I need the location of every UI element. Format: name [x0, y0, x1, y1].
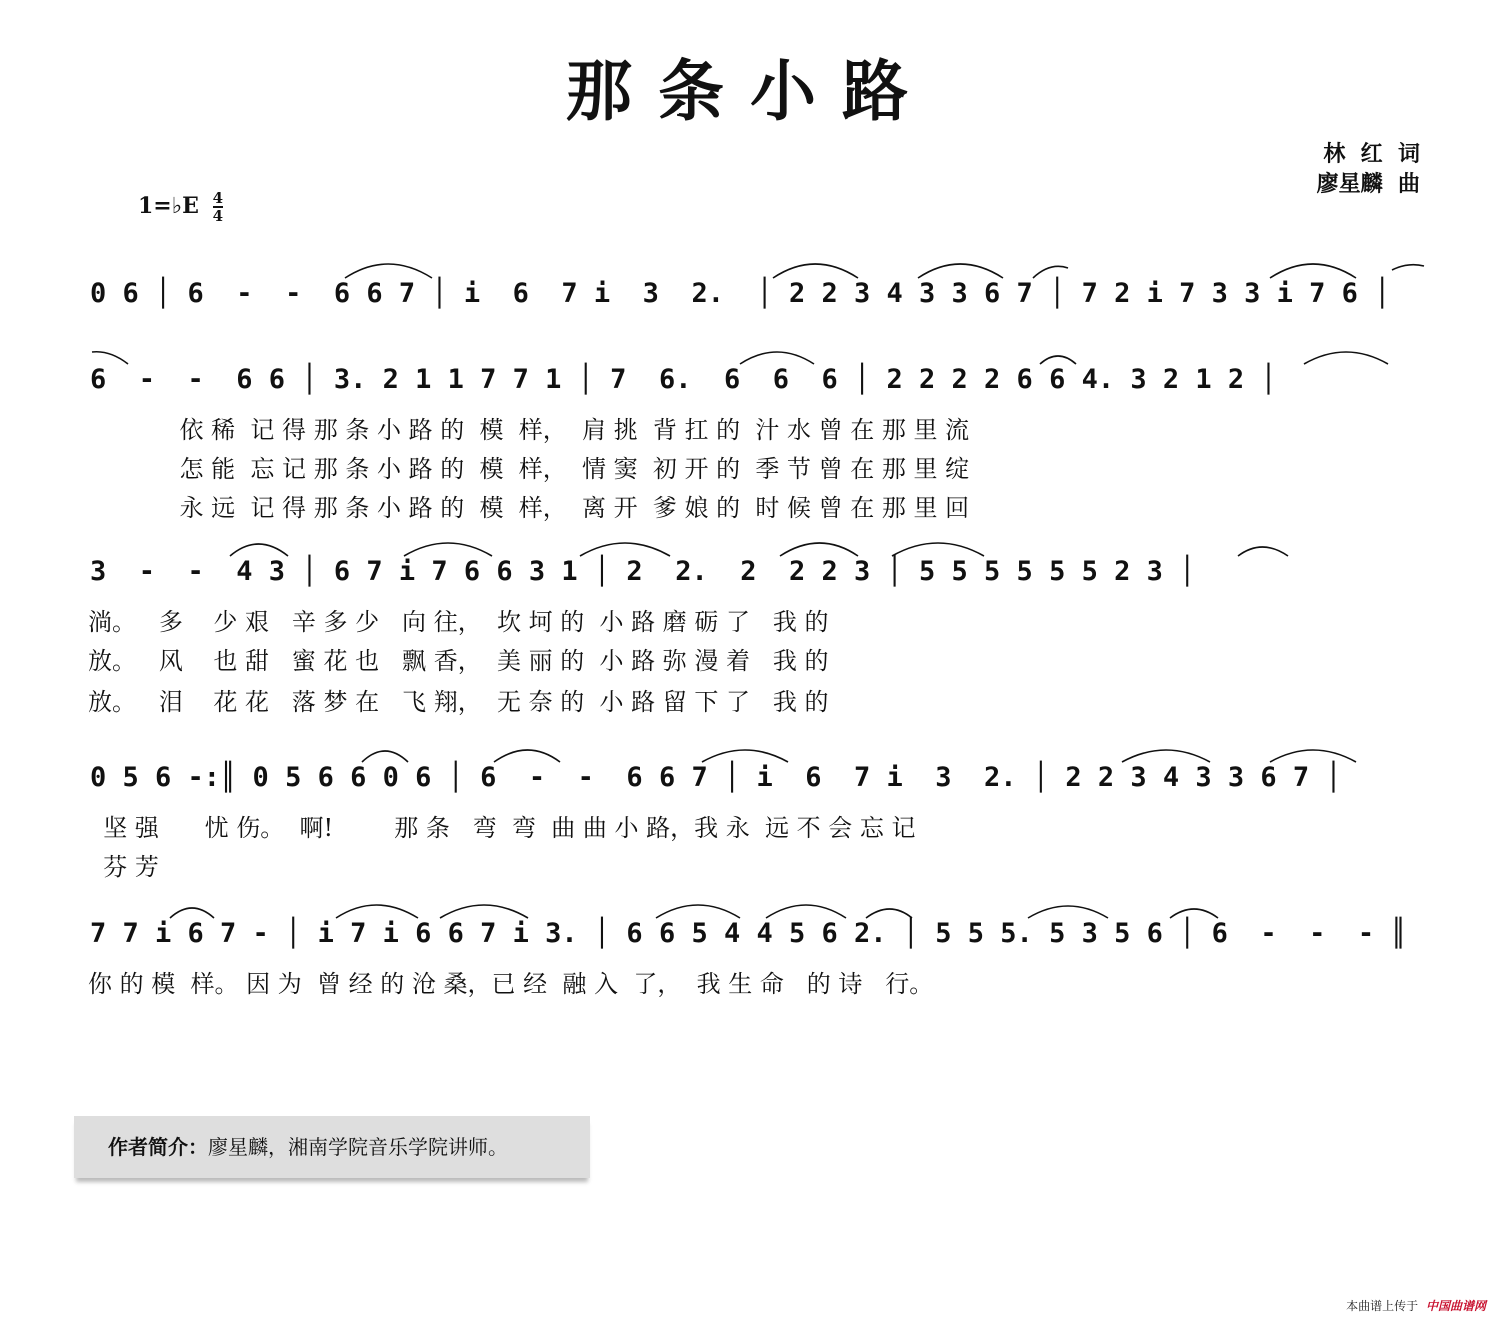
bio-label: 作者简介： [108, 1135, 208, 1159]
notes-row-1: 0 6 │ 6 - - 6 6 7 │ i 6 7 i 3 2. │ 2 2 3 4 3 3 6 7 │ 7 2 i 7 3 3 i 7 6 │ [90, 278, 1391, 309]
composer-credit: 廖星麟 曲 [1316, 172, 1420, 197]
time-top: 4 [212, 189, 223, 207]
lyric-row-2-verse-3: 永 远 记 得 那 条 小 路 的 模 样， 离 开 爹 娘 的 时 候 曾 在 那 里 回 [88, 494, 970, 522]
notes-row-3: 3 - - 4 3 │ 6 7 i 7 6 6 3 1 │ 2 2. 2 2 2 3 │ 5 5 5 5 5 5 2 3 │ [90, 556, 1196, 587]
lyric-row-3-verse-1: 淌。 多 少 艰 辛 多 少 向 往， 坎 坷 的 小 路 磨 砺 了 我 的 [88, 608, 829, 636]
time-signature [213, 190, 223, 224]
lyric-row-2-verse-1: 依 稀 记 得 那 条 小 路 的 模 样， 肩 挑 背 扛 的 汁 水 曾 在 那 里 流 [88, 416, 970, 444]
lyric-row-2-verse-2: 怎 能 忘 记 那 条 小 路 的 模 样， 情 窦 初 开 的 季 节 曾 在 那 里 绽 [88, 455, 970, 483]
lyric-row-3-verse-3: 放。 泪 花 花 落 梦 在 飞 翔， 无 奈 的 小 路 留 下 了 我 的 [88, 688, 829, 716]
footer [1346, 1297, 1486, 1314]
lyricist-credit: 林 红 词 [1323, 142, 1420, 167]
author-bio [74, 1116, 590, 1178]
key-label: 1=♭E [138, 193, 199, 219]
notes-row-5: 7 7 i 6 7 - │ i 7 i 6 6 7 i 3. │ 6 6 5 4 4 5 6 2. │ 5 5 5. 5 3 5 6 │ 6 - - - ║ [90, 918, 1407, 949]
time-bottom: 4 [212, 207, 223, 225]
key-signature [138, 190, 223, 224]
notes-row-4: 0 5 6 -:║ 0 5 6 6 0 6 │ 6 - - 6 6 7 │ i 6 7 i 3 2. │ 2 2 3 4 3 3 6 7 │ [90, 762, 1342, 793]
lyric-row-3-verse-2: 放。 风 也 甜 蜜 花 也 飘 香， 美 丽 的 小 路 弥 漫 着 我 的 [88, 647, 829, 675]
bio-text: 廖星麟，湘南学院音乐学院讲师。 [208, 1135, 508, 1159]
footer-text: 本曲谱上传于 [1346, 1299, 1419, 1313]
lyric-row-5-verse-1: 你 的 模 样。 因 为 曾 经 的 沧 桑，已 经 融 入 了， 我 生 命 的 诗 行。 [88, 970, 934, 998]
lyric-row-4-verse-1: 坚 强 忧 伤。 啊! 那 条 弯 弯 曲 曲 小 路，我 永 远 不 会 忘 记 [88, 814, 916, 842]
page-title: 那条小路 [566, 52, 934, 130]
notes-row-2: 6 - - 6 6 │ 3. 2 1 1 7 7 1 │ 7 6. 6 6 6 │ 2 2 2 2 6 6 4. 3 2 1 2 │ [90, 364, 1277, 395]
credits [1317, 140, 1420, 200]
footer-brand[interactable]: 中国曲谱网 [1425, 1299, 1486, 1313]
lyric-row-4-verse-2: 芬 芳 [88, 853, 159, 881]
